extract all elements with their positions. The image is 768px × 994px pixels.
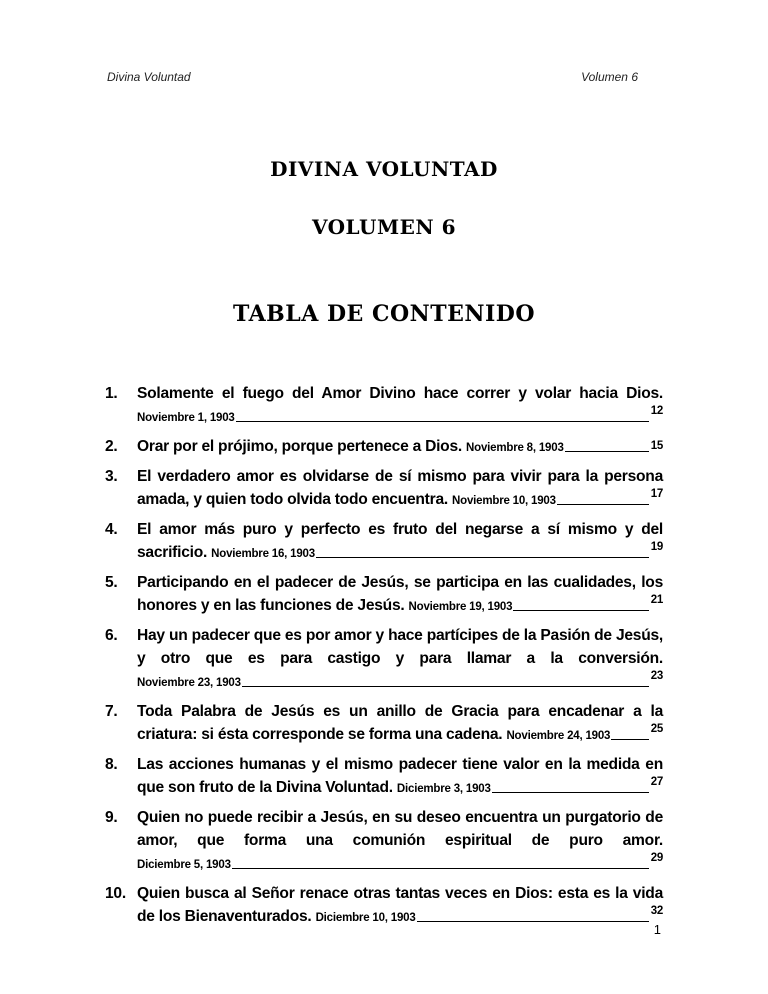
running-header-right: Volumen 6 [581,70,638,84]
entry-number: 6. [105,627,118,644]
entry-number: 9. [105,809,118,826]
entry-number: 10. [105,885,126,902]
toc-entry[interactable] [105,753,663,801]
dot-leader [236,421,649,422]
entry-title: Solamente el fuego del Amor Divino hace correr y volar hacia Dios. [137,385,663,402]
running-header-left: Divina Voluntad [107,70,191,84]
document-title: DIVINA VOLUNTAD [270,157,498,181]
toc-entry[interactable] [105,571,663,619]
entry-title: El verdadero amor es olvidarse de sí mismo para vivir para la persona amada, y quien todo olvida todo encuentra. [137,468,663,508]
entry-title: Quien no puede recibir a Jesús, en su deseo encuentra un purgatorio de amor, que forma una comunión espiritual de puro amor. [137,809,663,849]
entry-number: 1. [105,385,118,402]
entry-title: Orar por el prójimo, porque pertenece a Dios. [137,438,467,455]
toc-entry[interactable] [105,882,663,930]
dot-leader [242,686,649,687]
toc-entry[interactable] [105,806,663,877]
entry-title: Toda Palabra de Jesús es un anillo de Gracia para encadenar a la criatura: si ésta corresponde se forma una cadena. [137,703,663,743]
toc-heading: TABLA DE CONTENIDO [232,301,536,327]
entry-title: Hay un padecer que es por amor y hace partícipes de la Pasión de Jesús, y otro que es para castigo y para llamar a la conversión. [137,627,663,667]
entry-page: 32 [650,905,663,917]
entry-page: 23 [650,670,663,682]
entry-date: Noviembre 24, 1903 [506,730,611,742]
entry-page: 29 [650,852,663,864]
entry-date: Noviembre 23, 1903 [137,677,241,689]
volume-title: VOLUMEN 6 [311,215,457,239]
toc-entry[interactable] [105,700,663,748]
entry-title: El amor más puro y perfecto es fruto del negarse a sí mismo y del sacrificio. [137,521,663,561]
entry-title: Las acciones humanas y el mismo padecer tiene valor en la medida en que son fruto de la Divina Voluntad. [137,756,663,796]
entry-page: 17 [650,488,663,500]
entry-title: Participando en el padecer de Jesús, se participa en las cualidades, los honores y en las funciones de Jesús. [137,574,663,614]
entry-page: 15 [650,440,663,452]
entry-date: Noviembre 10, 1903 [452,495,556,507]
dot-leader [232,868,649,869]
entry-date: Noviembre 1, 1903 [137,412,235,424]
entry-number: 5. [105,574,118,591]
entry-page: 12 [650,405,663,417]
entry-date: Diciembre 3, 1903 [396,783,491,795]
toc-entry[interactable] [105,435,663,460]
entry-date: Diciembre 5, 1903 [137,859,231,871]
entry-date: Noviembre 8, 1903 [466,442,564,454]
toc-entry[interactable] [105,382,663,430]
entry-date: Noviembre 16, 1903 [211,548,315,560]
entry-page: 21 [650,594,663,606]
entry-number: 2. [105,438,118,455]
toc-entry[interactable] [105,624,663,695]
entry-page: 27 [650,776,663,788]
table-of-contents [105,382,663,935]
dot-leader [513,610,648,611]
entry-page: 25 [650,723,663,735]
dot-leader [557,504,649,505]
dot-leader [492,792,649,793]
dot-leader [565,451,649,452]
entry-number: 8. [105,756,118,773]
dot-leader [316,557,649,558]
dot-leader [417,921,649,922]
page-number: 1 [653,922,661,937]
toc-entry[interactable] [105,518,663,566]
entry-title: Quien busca al Señor renace otras tantas veces en Dios: esta es la vida de los Bienaventurados. [137,885,663,925]
dot-leader [611,739,648,740]
entry-number: 7. [105,703,118,720]
entry-date: Diciembre 10, 1903 [315,912,416,924]
toc-entry[interactable] [105,465,663,513]
entry-date: Noviembre 19, 1903 [408,601,513,613]
entry-page: 19 [650,541,663,553]
entry-number: 4. [105,521,118,538]
entry-number: 3. [105,468,118,485]
